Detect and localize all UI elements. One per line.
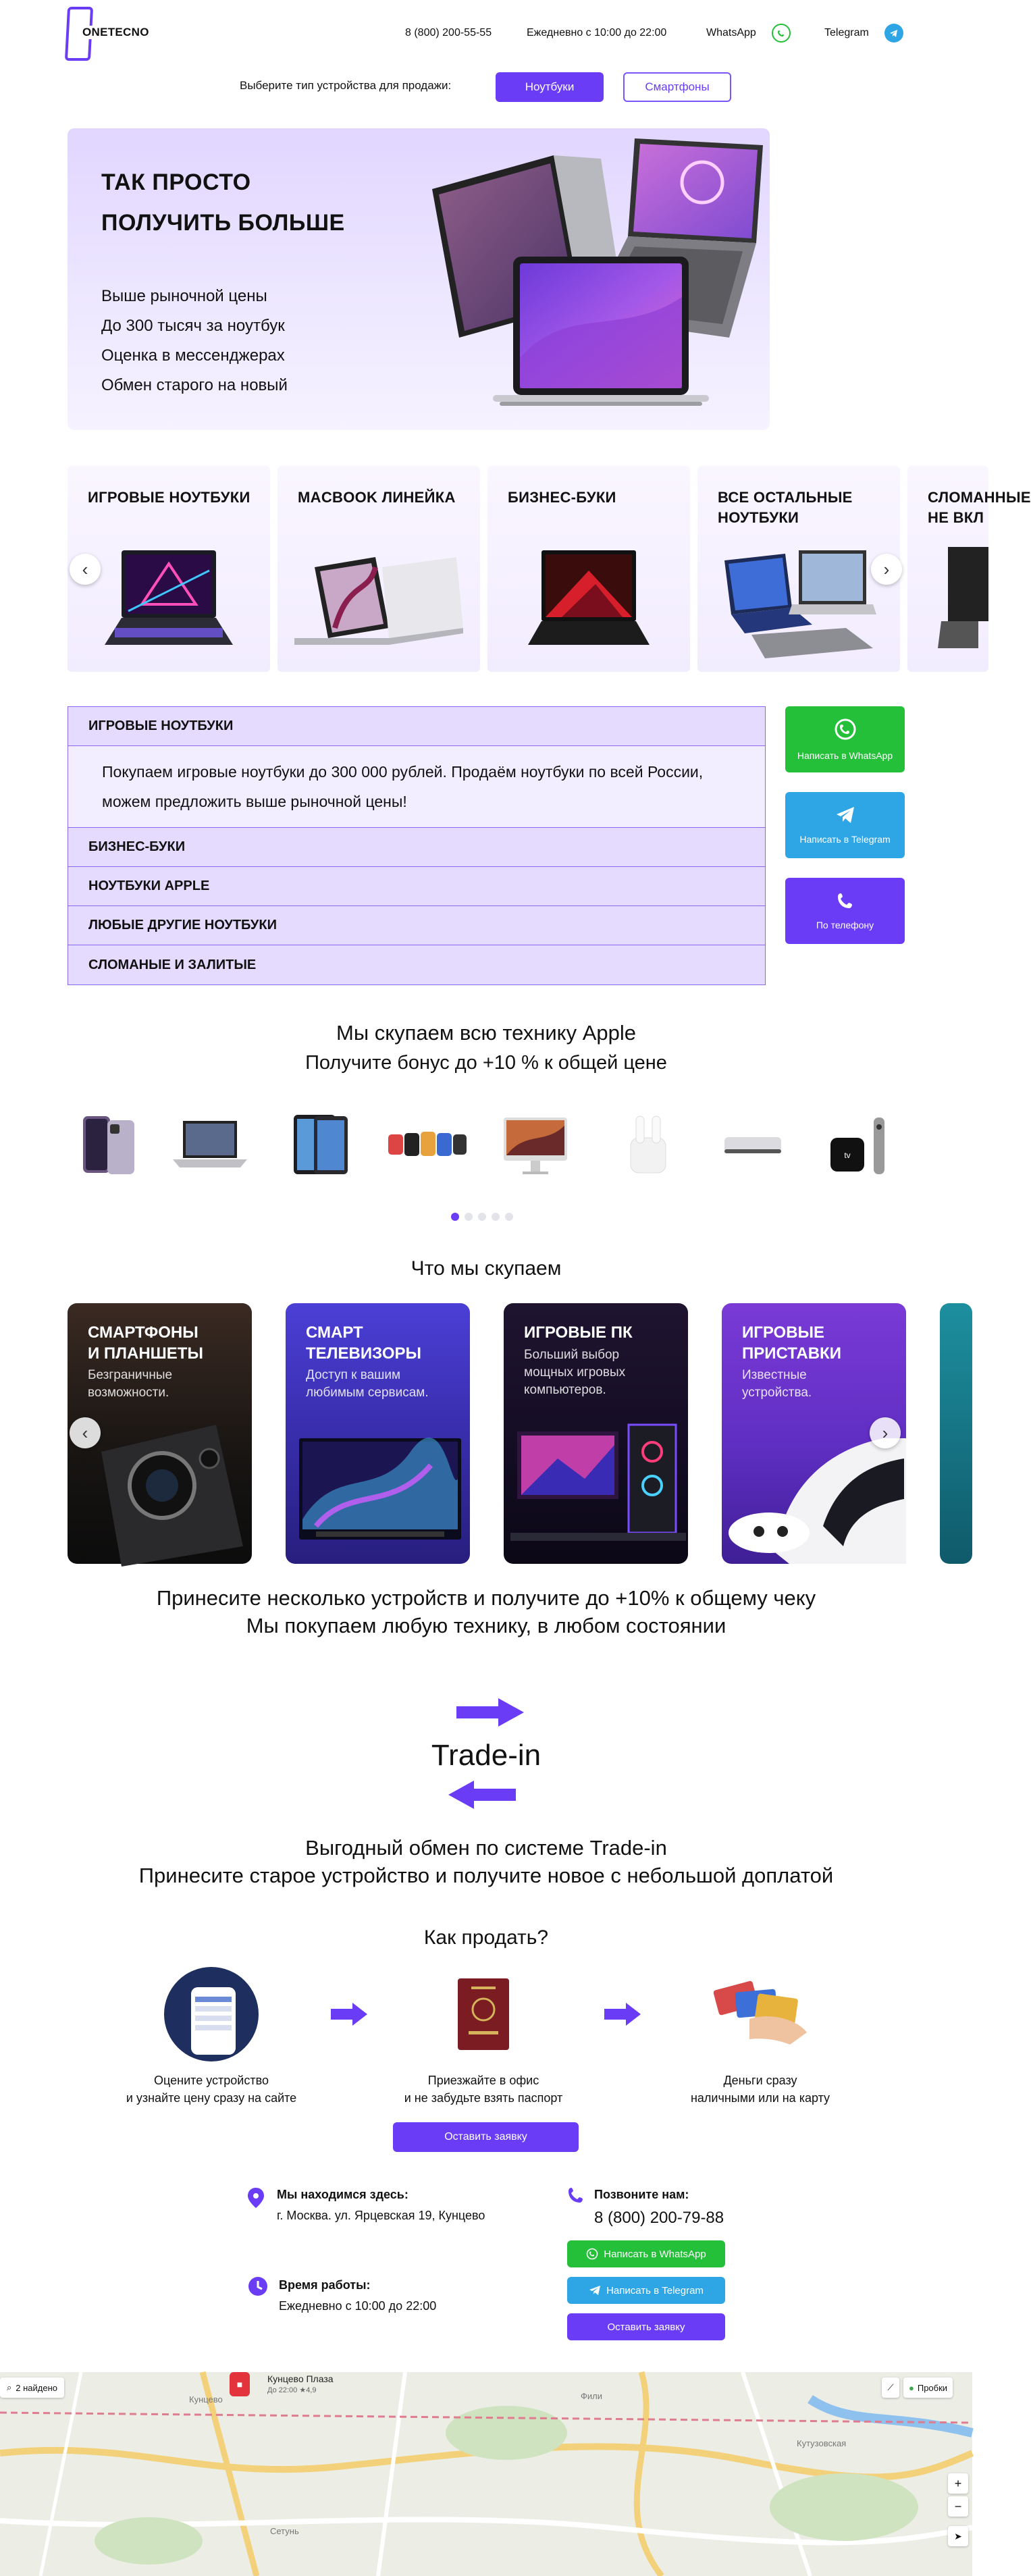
header: [0, 0, 972, 68]
phone-estimate-image: [164, 1967, 259, 2061]
buy-prev-button[interactable]: ‹: [70, 1417, 101, 1448]
buy-next-button[interactable]: ›: [870, 1417, 901, 1448]
contact-request-button[interactable]: Оставить заявку: [567, 2313, 725, 2340]
side-telegram-button[interactable]: Написать в Telegram: [785, 792, 905, 858]
step-caption: Оцените устройство и узнайте цену сразу на сайте: [126, 2074, 297, 2105]
macbook-pro-image[interactable]: [173, 1107, 247, 1182]
categories-next-button[interactable]: ›: [871, 554, 902, 585]
phone-icon: [836, 891, 855, 910]
carousel-dot[interactable]: [505, 1213, 513, 1221]
map-search-result[interactable]: ⌕ 2 найдено: [0, 2377, 64, 2398]
other-laptops-image: [718, 547, 880, 662]
apple-watch-image[interactable]: [390, 1107, 465, 1182]
iphone-image[interactable]: [72, 1107, 146, 1182]
telegram-icon: [589, 2285, 601, 2296]
map[interactable]: [0, 2372, 972, 2576]
carousel-dot[interactable]: [492, 1213, 500, 1221]
buy-card-smart-tv[interactable]: СМАРТ ТЕЛЕВИЗОРЫ Доступ к вашим любимым сервисам.: [286, 1303, 470, 1564]
trade-in-line-2: Принесите старое устройство и получите новое с небольшой доплатой: [138, 1864, 834, 1887]
step-caption: Деньги сразу наличными или на карту: [690, 2074, 830, 2105]
category-card-other[interactable]: ВСЕ ОСТАЛЬНЫЕ НОУТБУКИ: [697, 466, 900, 672]
category-card-gaming[interactable]: ИГРОВЫЕ НОУТБУКИ: [68, 466, 270, 672]
buy-card-next-peek[interactable]: [940, 1303, 972, 1564]
imac-image[interactable]: [498, 1107, 573, 1182]
what-we-buy-footer-2: Мы покупаем любую технику, в любом состоянии: [246, 1614, 726, 1637]
hero-bullet: Обмен старого на новый: [101, 376, 288, 394]
categories-prev-button[interactable]: ‹: [70, 554, 101, 585]
phone-icon: [567, 2186, 585, 2204]
accordion-item-broken[interactable]: СЛОМАНЫЕ И ЗАЛИТЫЕ: [68, 945, 765, 984]
airpods-image[interactable]: [611, 1107, 685, 1182]
accordion-item-apple[interactable]: НОУТБУКИ APPLE: [68, 867, 765, 906]
header-phone[interactable]: 8 (800) 200-55-55: [405, 27, 492, 38]
money-cards-image: [709, 1978, 810, 2046]
side-phone-button[interactable]: По телефону: [785, 878, 905, 944]
broken-laptop-image: [938, 547, 978, 655]
hero-bullet: Оценка в мессенджерах: [101, 346, 285, 365]
accordion-body: Покупаем игровые ноутбуки до 300 000 рублей. Продаём ноутбуки по всей России, можем предложить выше рыночной цены!: [68, 746, 765, 828]
telegram-icon[interactable]: [884, 24, 903, 43]
ruler-icon[interactable]: ⟋: [882, 2377, 899, 2398]
arrow-right-icon: [456, 1698, 524, 1727]
header-whatsapp-link[interactable]: WhatsApp: [706, 27, 756, 38]
accordion-item-other[interactable]: ЛЮБЫЕ ДРУГИЕ НОУТБУКИ: [68, 906, 765, 945]
whatsapp-icon: [834, 718, 857, 741]
faq-accordion: [68, 706, 766, 985]
carousel-dot[interactable]: [478, 1213, 486, 1221]
ipad-image[interactable]: [284, 1107, 358, 1182]
locate-icon[interactable]: ➤: [948, 2526, 968, 2546]
contact-phone[interactable]: 8 (800) 200-79-88: [594, 2209, 724, 2227]
telegram-icon: [835, 806, 855, 824]
call-label: Позвоните нам:: [594, 2188, 689, 2201]
header-telegram-link[interactable]: Telegram: [824, 27, 869, 38]
category-card-macbook[interactable]: MACBOOK ЛИНЕЙКА: [277, 466, 480, 672]
smart-tv-image: [296, 1438, 465, 1560]
hero-title: ТАК ПРОСТО ПОЛУЧИТЬ БОЛЬШЕ: [101, 169, 345, 236]
how-to-sell-title: Как продать?: [423, 1926, 549, 1949]
step-caption: Приезжайте в офис и не забудьте взять паспорт: [404, 2074, 563, 2105]
apple-section-subtitle: Получите бонус до +10 % к общей цене: [305, 1052, 667, 1074]
what-we-buy-footer-1: Принесите несколько устройств и получите до +10% к общему чеку: [156, 1586, 816, 1610]
category-card-broken[interactable]: СЛОМАННЫЕ НЕ ВКЛ: [907, 466, 988, 672]
hero-bullet: Выше рыночной цены: [101, 287, 267, 305]
svg-text:tv: tv: [844, 1151, 851, 1160]
request-button[interactable]: Оставить заявку: [393, 2122, 579, 2152]
map-canvas: [0, 2372, 972, 2576]
carousel-dot-active[interactable]: [451, 1213, 459, 1221]
map-label: Кутузовская: [797, 2438, 847, 2448]
whatsapp-icon: [586, 2248, 598, 2260]
what-we-buy-title: Что мы скупаем: [411, 1257, 562, 1280]
hero-banner: [68, 128, 770, 430]
contact-telegram-button[interactable]: Написать в Telegram: [567, 2277, 725, 2304]
buy-card-consoles[interactable]: ИГРОВЫЕ ПРИСТАВКИ Известные устройства.: [722, 1303, 906, 1564]
tab-notebooks[interactable]: Ноутбуки: [496, 72, 604, 102]
hero-laptops-image: [419, 135, 770, 429]
side-whatsapp-button[interactable]: Написать в WhatsApp: [785, 706, 905, 772]
map-pin-icon[interactable]: ■: [230, 2372, 250, 2396]
buy-card-smartphones[interactable]: СМАРТФОНЫ И ПЛАНШЕТЫ Безграничные возможности.: [68, 1303, 252, 1564]
map-label: Кунцево: [189, 2394, 223, 2404]
hours-label: Время работы:: [279, 2278, 371, 2292]
trade-in-title: Trade-in: [431, 1739, 541, 1772]
passport-image: [456, 1977, 510, 2051]
business-laptop-image: [521, 550, 656, 658]
zoom-in-icon[interactable]: +: [948, 2473, 968, 2494]
header-hours: Ежедневно с 10:00 до 22:00: [527, 27, 667, 38]
map-label: Фили: [581, 2391, 602, 2401]
map-traffic-button[interactable]: ● Пробки: [903, 2377, 953, 2398]
hours: Ежедневно с 10:00 до 22:00: [279, 2299, 437, 2313]
macbook-image: [288, 554, 470, 655]
contact-whatsapp-button[interactable]: Написать в WhatsApp: [567, 2240, 725, 2267]
step-arrow-icon: [604, 2003, 641, 2026]
tab-smartphones[interactable]: Смартфоны: [623, 72, 731, 102]
carousel-dot[interactable]: [465, 1213, 473, 1221]
zoom-out-icon[interactable]: −: [948, 2496, 968, 2517]
clock-icon: [248, 2277, 267, 2296]
arrow-left-icon: [448, 1781, 516, 1809]
map-place-name[interactable]: Кунцево Плаза: [267, 2373, 334, 2384]
search-icon: ⌕: [7, 2382, 12, 2392]
step-arrow-icon: [331, 2003, 367, 2026]
map-place-sub: До 22:00 ★4,9: [267, 2386, 317, 2394]
accordion-item-gaming[interactable]: ИГРОВЫЕ НОУТБУКИ: [68, 707, 765, 746]
device-switch-prompt: Выберите тип устройства для продажи:: [240, 79, 452, 92]
map-label: Сетунь: [270, 2526, 299, 2536]
whatsapp-icon[interactable]: [772, 24, 791, 43]
mac-mini-image[interactable]: [716, 1107, 790, 1182]
smartphone-image: [81, 1411, 250, 1560]
location-label: Мы находимся здесь:: [277, 2188, 408, 2201]
address: г. Москва. ул. Ярцевская 19, Кунцево: [277, 2209, 485, 2222]
apple-tv-image[interactable]: [820, 1107, 895, 1182]
apple-section-title: Мы скупаем всю технику Apple: [336, 1021, 636, 1045]
hero-bullet: До 300 тысяч за ноутбук: [101, 317, 285, 335]
buy-card-gaming-pc[interactable]: ИГРОВЫЕ ПК Больший выбор мощных игровых компьютеров.: [504, 1303, 688, 1564]
trade-in-line-1: Выгодный обмен по системе Trade-in: [305, 1836, 667, 1860]
category-card-business[interactable]: БИЗНЕС-БУКИ: [487, 466, 690, 672]
logo[interactable]: ONETECNO: [80, 26, 152, 39]
gaming-pc-image: [504, 1418, 688, 1564]
gaming-laptop-image: [101, 550, 236, 658]
traffic-light-icon: ●: [909, 2382, 914, 2393]
location-pin-icon: [248, 2188, 264, 2208]
accordion-item-business[interactable]: БИЗНЕС-БУКИ: [68, 828, 765, 867]
